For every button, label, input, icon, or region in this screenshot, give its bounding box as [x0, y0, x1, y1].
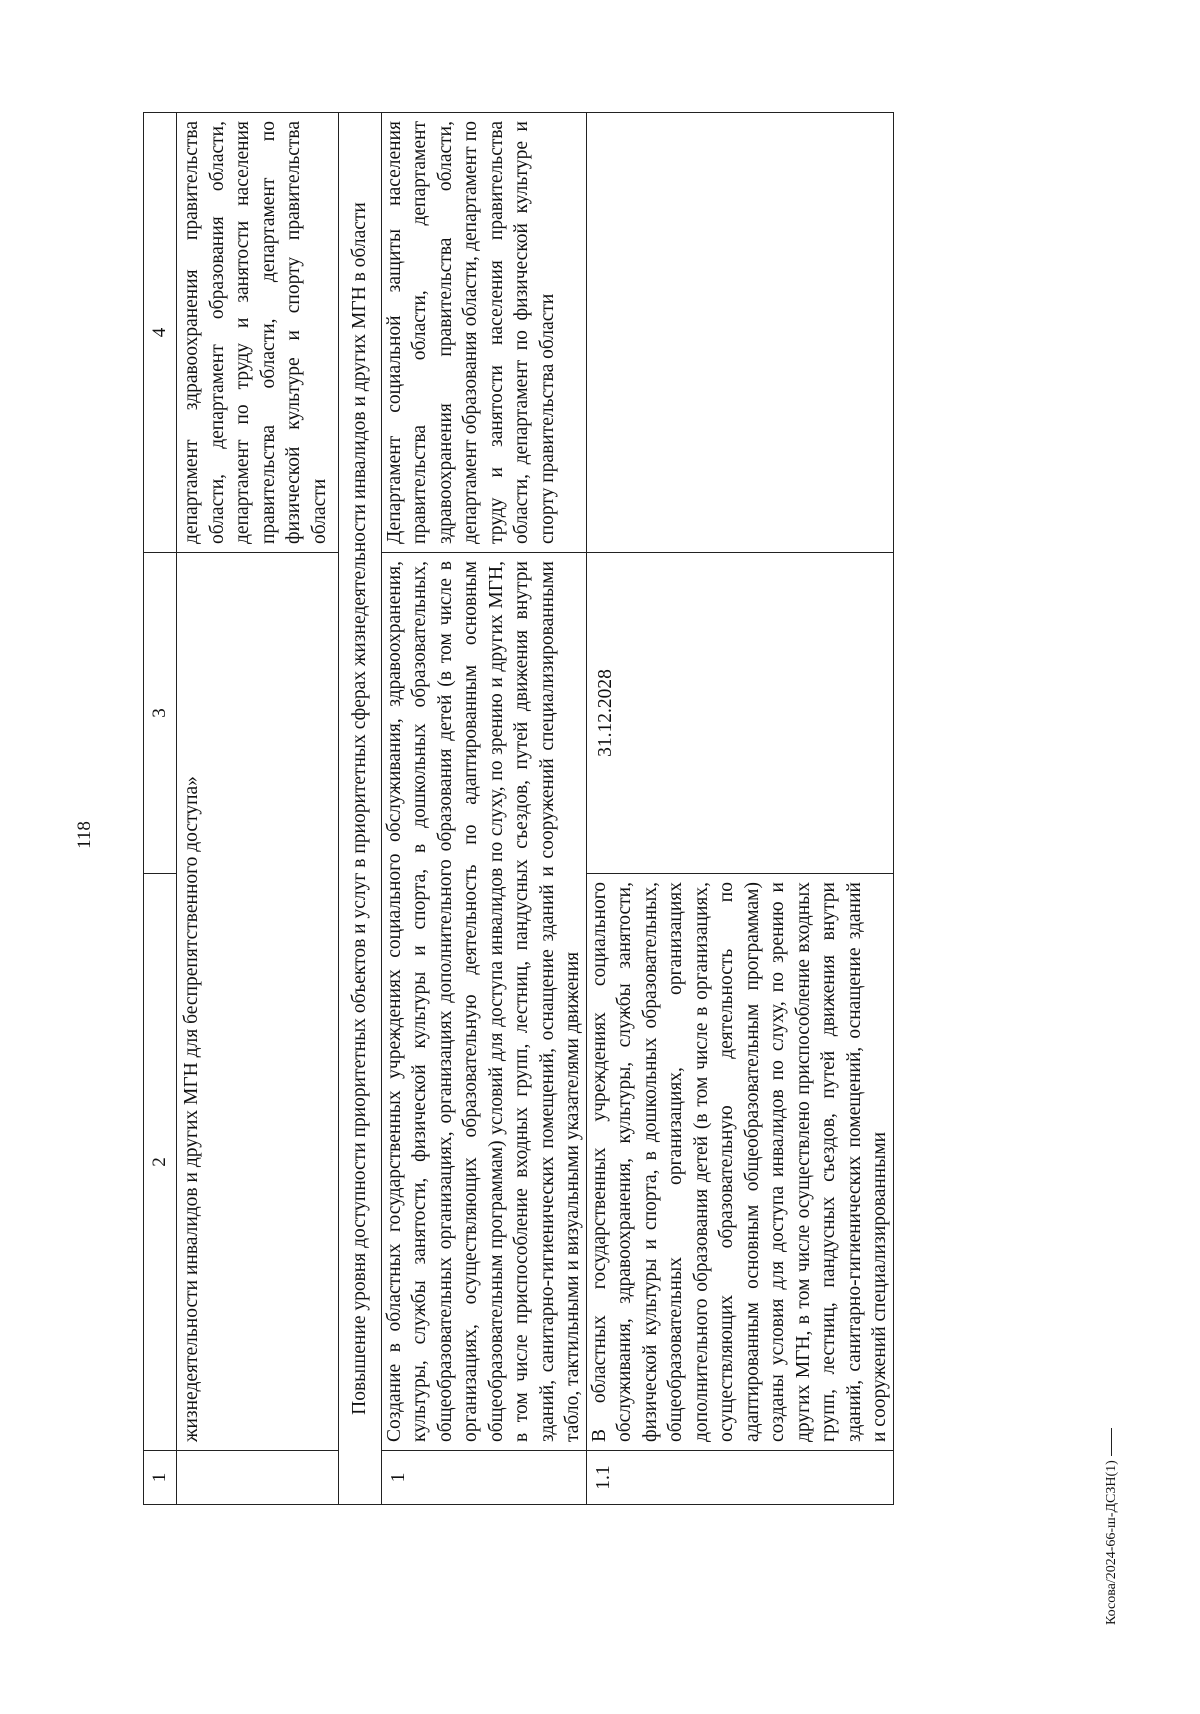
continuation-responsible: департамент здравоохранения правительства области, департамент образования области, департамент по труду и занятости населения правительства области, департамент по физической культуре и спорту правительства области	[177, 113, 339, 553]
column-header-2: 2	[144, 874, 177, 1451]
row-text: В областных государственных учреждениях социального обслуживания, здравоохранения, культуры, службы занятости, физической культуры и спорта, в дошкольных образовательных, общеобразовательных организациях, организациях дополнительного образования детей (в том числе в организациях, осуществляющих образовательную деятельность по адаптированным основным общеобразовательным программам) созданы условия для доступа инвалидов по слуху, по зрению и других МГН, в том числе осуществлено приспособление входных групп, лестниц, пандусных съездов, путей движения внутри зданий, санитарно-гигиенических помещений, оснащение зданий и сооружений специализированными	[586, 874, 893, 1451]
measures-table	[143, 112, 894, 1505]
section-title-row	[339, 113, 382, 1505]
row-responsible: Департамент социальной защиты населения правительства области, департамент здравоохранения правительства области, департамент образования области, департамент по труду и занятости населения правительства области, департамент по физической культуре и спорту правительства области	[381, 113, 586, 553]
section-title: Повышение уровня доступности приоритетных объектов и услуг в приоритетных сферах жизнедеятельности инвалидов и других МГН в области	[339, 113, 382, 1505]
row-number: 1.1	[586, 1451, 893, 1505]
page-number: 118	[74, 821, 95, 849]
table-row	[381, 113, 586, 1505]
row-date: 31.12.2028	[586, 553, 893, 874]
table-header-row	[144, 113, 177, 1505]
row-number: 1	[381, 1451, 586, 1505]
continuation-text: жизнедеятельности инвалидов и других МГН для беспрепятственного доступа»	[177, 553, 339, 1451]
document-footer: Косова/2024-66-ш-ДСЗН(1)	[1104, 1428, 1120, 1625]
continuation-number-cell	[177, 1451, 339, 1505]
continuation-row	[177, 113, 339, 1505]
column-header-1: 1	[144, 1451, 177, 1505]
column-header-4: 4	[144, 113, 177, 553]
row-responsible-empty	[586, 113, 893, 553]
rotated-document-sheet	[24, 45, 1144, 1625]
column-header-3: 3	[144, 553, 177, 874]
table-row	[586, 113, 893, 1505]
row-text: Создание в областных государственных учреждениях социального обслуживания, здравоохранения, культуры, службы занятости, физической культуры и спорта, в дошкольных образовательных, общеобразовательных организациях, организациях дополнительного образования детей (в том числе в организациях, осуществляющих образовательную деятельность по адаптированным основным общеобразовательным программам) условий для доступа инвалидов по слуху, по зрению и других МГН, в том числе приспособление входных групп, лестниц, пандусных съездов, путей движения внутри зданий, санитарно-гигиенических помещений, оснащение зданий и сооружений специализированными табло, тактильными и визуальными указателями движения	[381, 553, 586, 1451]
